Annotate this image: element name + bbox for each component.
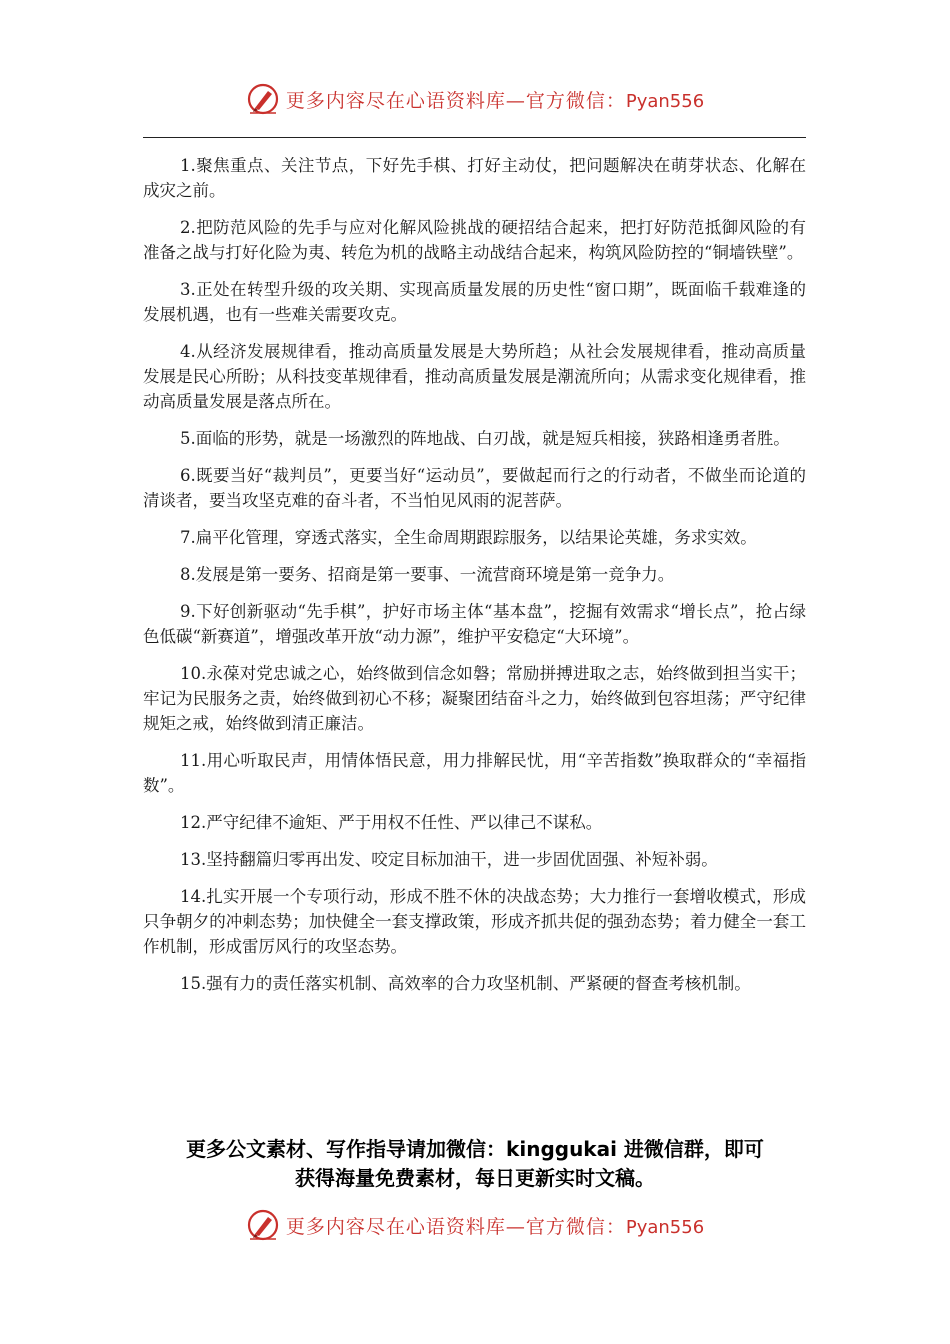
list-item: 7.扁平化管理，穿透式落实，全生命周期跟踪服务，以结果论英雄，务求实效。 <box>180 528 757 547</box>
footer-brand-text <box>286 1212 704 1239</box>
list-item: 10.永葆对党忠诚之心，始终做到信念如磐；常励拼搏进取之志，始终做到担当实干；牢记为民服务之责，始终做到初心不移；凝聚团结奋斗之力，始终做到包容坦荡；严守纪律规矩之戒，始终做到清正廉洁。 <box>143 664 806 733</box>
list-item: 3.正处在转型升级的攻关期、实现高质量发展的历史性“窗口期”，既面临千载难逢的发展机遇，也有一些难关需要攻克。 <box>143 280 806 324</box>
document-body <box>143 153 806 1008</box>
list-item: 13.坚持翻篇归零再出发、咬定目标加油干，进一步固优固强、补短补弱。 <box>180 850 718 869</box>
list-item: 8.发展是第一要务、招商是第一要事、一流营商环境是第一竞争力。 <box>180 565 675 584</box>
list-item: 5.面临的形势，就是一场激烈的阵地战、白刃战，就是短兵相接，狭路相逢勇者胜。 <box>180 429 790 448</box>
list-item: 4.从经济发展规律看，推动高质量发展是大势所趋；从社会发展规律看，推动高质量发展是民心所盼；从科技变革规律看，推动高质量发展是潮流所向；从需求变化规律看，推动高质量发展是落点所在。 <box>143 342 806 411</box>
list-item: 14.扎实开展一个专项行动，形成不胜不休的决战态势；大力推行一套增收模式，形成只争朝夕的冲刺态势；加快健全一套支撑政策，形成齐抓共促的强劲态势；着力健全一套工作机制，形成雷厉风行的攻坚态势。 <box>143 887 806 956</box>
header-divider <box>143 137 806 138</box>
header-brand-label: 更多内容尽在心语资料库—官方微信： <box>285 89 626 112</box>
list-item: 12.严守纪律不逾矩、严于用权不任性、严以律己不谋私。 <box>180 813 603 832</box>
header-brand-text <box>286 86 704 113</box>
pen-nib-logo-icon <box>246 1208 280 1242</box>
list-item: 6.既要当好“裁判员”，更要当好“运动员”，要做起而行之的行动者，不做坐而论道的清谈者，要当攻坚克难的奋斗者，不当怕见风雨的泥菩萨。 <box>143 466 806 510</box>
footer-brand-label: 更多内容尽在心语资料库—官方微信： <box>285 1215 626 1238</box>
list-item: 15.强有力的责任落实机制、高效率的合力攻坚机制、严紧硬的督查考核机制。 <box>180 974 751 993</box>
list-item: 1.聚焦重点、关注节点，下好先手棋、打好主动仗，把问题解决在萌芽状态、化解在成灾之前。 <box>143 156 806 200</box>
promo-line-2: 获得海量免费素材，每日更新实时文稿。 <box>295 1166 655 1190</box>
list-item: 11.用心听取民声，用情体悟民意，用力排解民忧，用“辛苦指数”换取群众的“幸福指数”。 <box>143 751 806 795</box>
header-wechat-id: Pyan556 <box>625 90 705 112</box>
list-item: 9.下好创新驱动“先手棋”，护好市场主体“基本盘”，挖掘有效需求“增长点”，抢占绿色低碳“新赛道”，增强改革开放“动力源”，维护平安稳定“大环境”。 <box>143 602 806 646</box>
promo-notice <box>130 1135 820 1193</box>
footer-wechat-id: Pyan556 <box>625 1216 705 1238</box>
header-banner <box>0 82 950 116</box>
footer-banner <box>0 1208 950 1242</box>
pen-nib-logo-icon <box>246 82 280 116</box>
promo-line-1: 更多公文素材、写作指导请加微信：kinggukai 进微信群，即可 <box>186 1137 764 1161</box>
list-item: 2.把防范风险的先手与应对化解风险挑战的硬招结合起来，把打好防范抵御风险的有准备之战与打好化险为夷、转危为机的战略主动战结合起来，构筑风险防控的“铜墙铁壁”。 <box>143 218 806 262</box>
